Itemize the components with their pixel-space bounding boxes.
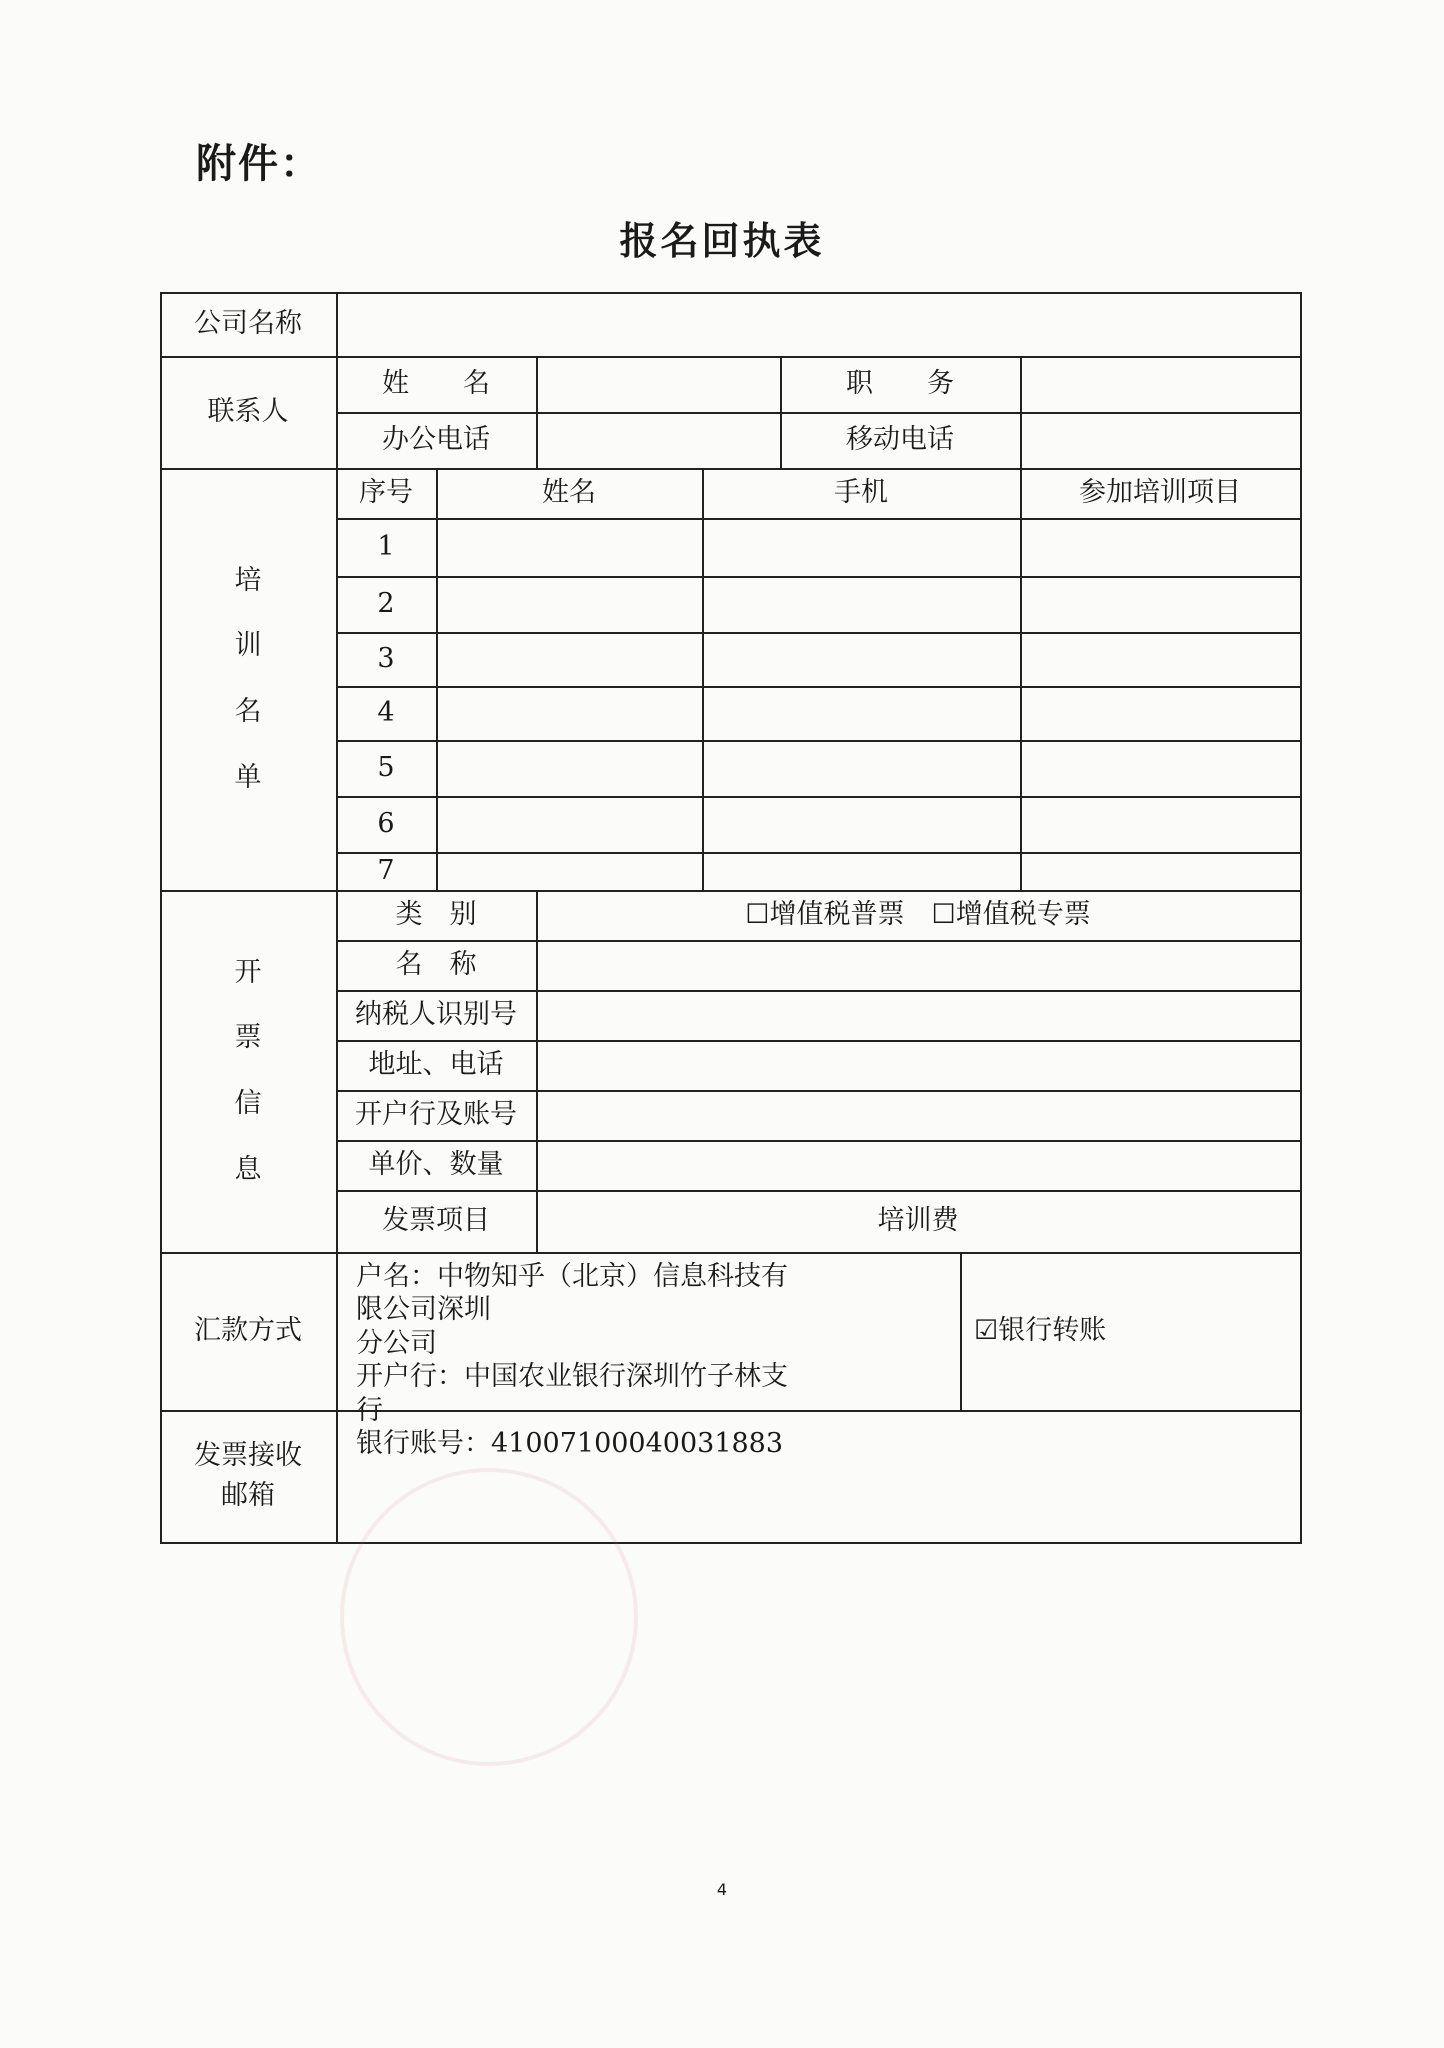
faint-seal: [340, 1468, 638, 1766]
table-row: 5: [377, 752, 395, 784]
price-quantity-label: 单价、数量: [368, 1149, 504, 1181]
project-header: 参加培训项目: [1079, 477, 1241, 509]
bank-transfer-option[interactable]: ☑银行转账: [974, 1315, 1107, 1347]
table-row: 7: [377, 855, 395, 887]
office-phone-label: 办公电话: [382, 424, 490, 456]
invoice-info-label: 开 票 信 息: [234, 956, 262, 1185]
contact-name-label: 姓 名: [382, 368, 490, 400]
company-name-label: 公司名称: [194, 308, 302, 340]
tax-id-label: 纳税人识别号: [355, 999, 517, 1031]
table-row: 6: [377, 808, 395, 840]
account-number: 银行账号：41007100040031883: [356, 1428, 784, 1460]
bank-account-label: 开户行及账号: [355, 1099, 517, 1131]
contact-position-label: 职 务: [846, 368, 954, 400]
invoice-name-label: 名 称: [395, 949, 477, 981]
mobile-phone-label: 移动电话: [846, 424, 954, 456]
account-name-line1: 户名：中物知乎（北京）信息科技有限公司深圳: [356, 1261, 788, 1326]
page-number: 4: [716, 1880, 728, 1899]
invoice-type-options[interactable]: ☐增值税普票 ☐增值税专票: [745, 899, 1091, 931]
name-header: 姓名: [542, 477, 596, 509]
contact-person-label: 联系人: [207, 396, 289, 428]
account-name-line2: 分公司: [356, 1327, 437, 1359]
bank-name: 开户行：中国农业银行深圳竹子林支行: [356, 1361, 788, 1426]
table-row: 4: [377, 697, 395, 729]
attachment-label: 附件：: [196, 141, 322, 187]
form-title: 报名回执表: [619, 219, 825, 263]
invoice-email-label: 发票接收 邮箱: [194, 1440, 302, 1511]
remittance-label: 汇款方式: [194, 1315, 302, 1347]
address-phone-label: 地址、电话: [368, 1049, 504, 1081]
invoice-item-value: 培训费: [877, 1205, 959, 1237]
invoice-item-label: 发票项目: [382, 1205, 490, 1237]
seq-header: 序号: [359, 477, 413, 509]
remittance-details: [356, 1260, 796, 1461]
table-row: 3: [377, 643, 395, 675]
phone-header: 手机: [834, 477, 888, 509]
invoice-type-label: 类 别: [395, 899, 477, 931]
training-list-label: 培 训 名 单: [234, 564, 262, 793]
table-row: 2: [377, 588, 395, 620]
table-row: 1: [377, 531, 395, 563]
